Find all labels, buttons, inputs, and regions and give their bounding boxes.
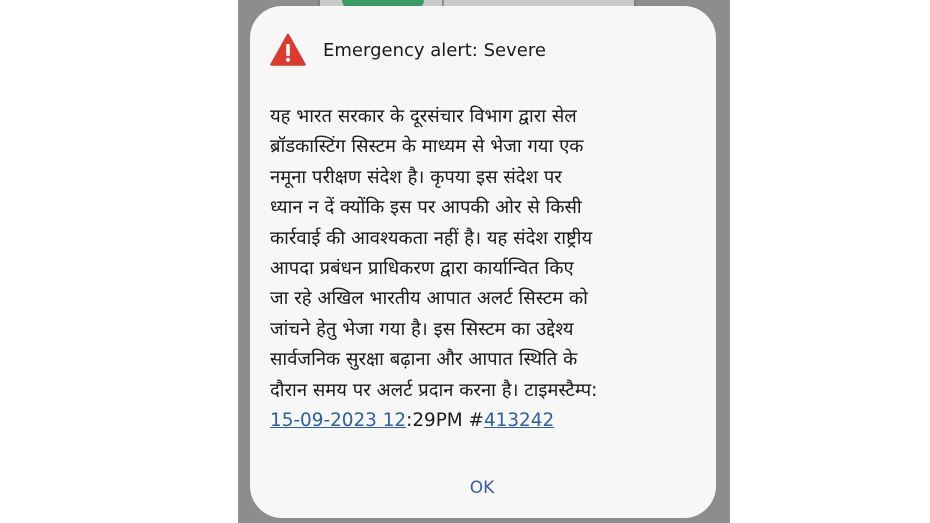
emergency-alert-dialog: [250, 6, 716, 518]
timestamp-time-text: :29PM #: [406, 410, 484, 432]
message-line: जांचने हेतु भेजा गया है। इस सिस्टम का उद्देश्य: [270, 318, 574, 340]
message-line: कार्रवाई की आवश्यकता नहीं है। यह संदेश राष्ट्रीय: [270, 227, 593, 249]
message-line: आपदा प्रबंधन प्राधिकरण द्वारा कार्यान्वित किए: [270, 258, 574, 280]
alert-title: Emergency alert: Severe: [323, 39, 546, 61]
alert-message: [270, 102, 702, 436]
message-line: सार्वजनिक सुरक्षा बढ़ाना और आपात स्थिति के: [270, 349, 578, 371]
message-line: जा रहे अखिल भारतीय आपात अलर्ट सिस्टम को: [270, 288, 588, 310]
timestamp-date-link[interactable]: 15-09-2023 12: [270, 410, 407, 432]
alert-header: [270, 30, 546, 70]
message-line: दौरान समय पर अलर्ट प्रदान करना है। टाइमस्टैम्प:: [270, 379, 598, 401]
message-line: ब्रॉडकास्टिंग सिस्टम के माध्यम से भेजा गया एक: [270, 136, 584, 158]
message-line: ध्यान न दें क्योंकि इस पर आपकी ओर से किसी: [270, 197, 582, 219]
warning-triangle-icon: [270, 33, 306, 67]
alert-id-link[interactable]: 413242: [483, 410, 555, 432]
message-line: नमूना परीक्षण संदेश है। कृपया इस संदेश पर: [270, 166, 562, 188]
ok-button[interactable]: OK: [469, 478, 495, 498]
timestamp-line: [270, 406, 702, 436]
message-line: यह भारत सरकार के दूरसंचार विभाग द्वारा सेल: [270, 106, 577, 127]
